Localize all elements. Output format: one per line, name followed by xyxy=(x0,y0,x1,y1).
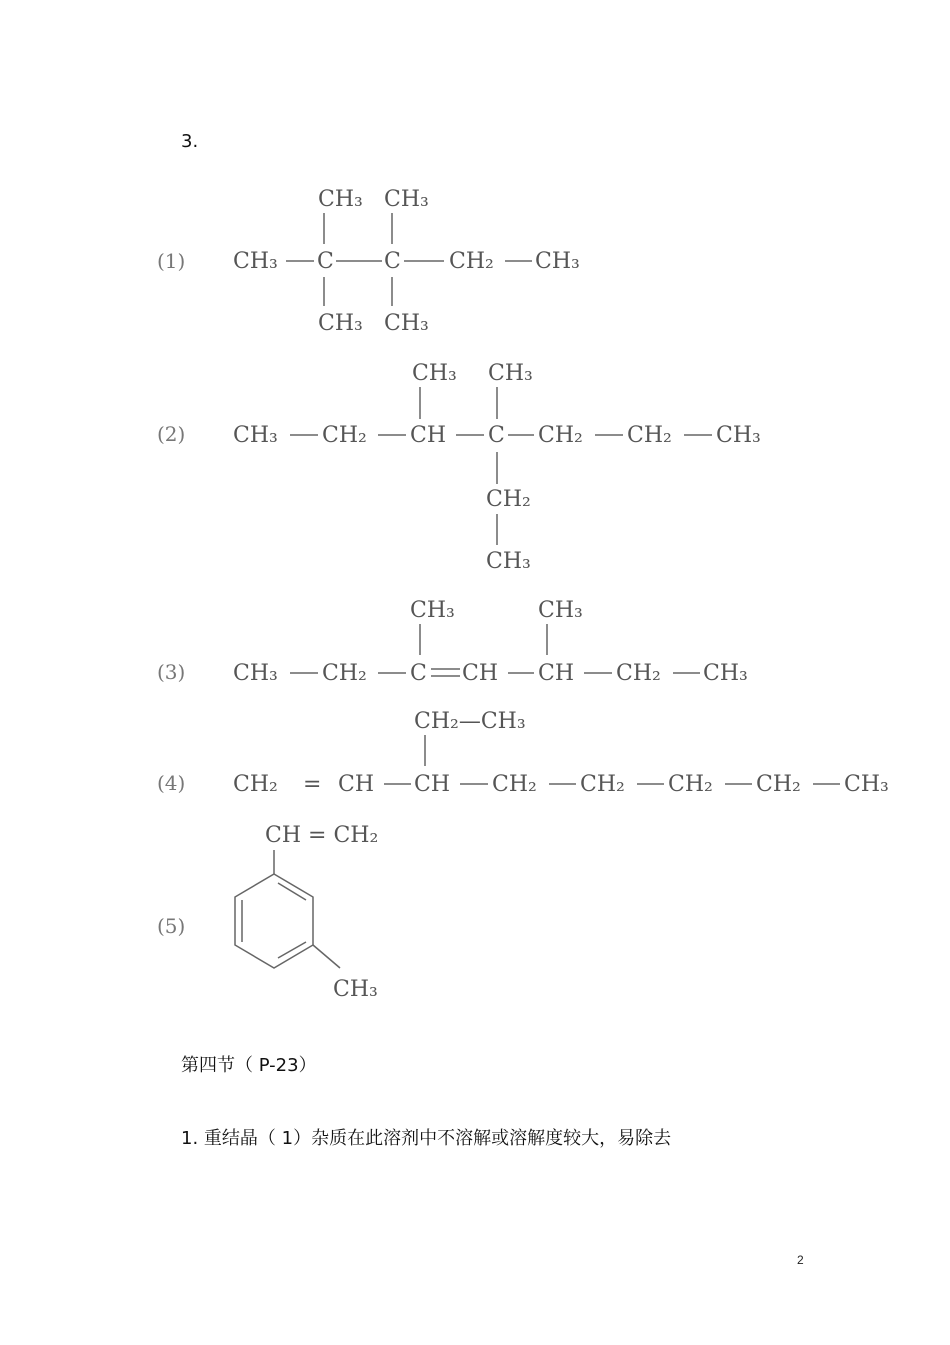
structure-label: (2) xyxy=(157,422,186,446)
vinyl-group: CH = CH₂ xyxy=(265,823,379,848)
structure-label: (1) xyxy=(157,249,186,273)
main-chain-group: C xyxy=(410,661,427,686)
main-chain-group: CH₂ xyxy=(492,772,537,797)
double-bond-sign: = xyxy=(303,772,322,797)
main-chain-group: CH xyxy=(462,661,499,686)
main-chain-group: C xyxy=(488,423,505,448)
main-chain-group: CH₂ xyxy=(580,772,625,797)
main-chain-group: CH₂ xyxy=(538,423,583,448)
main-chain-group: CH₂ xyxy=(616,661,661,686)
main-chain-group: CH₂ xyxy=(627,423,672,448)
main-chain-group: CH₂ xyxy=(668,772,713,797)
main-chain-group: CH₃ xyxy=(703,661,748,686)
main-chain-group: CH₂ xyxy=(322,661,367,686)
main-chain-group: CH₃ xyxy=(844,772,889,797)
branch-group: CH₂—CH₃ xyxy=(414,709,526,734)
structure-3 xyxy=(157,598,748,686)
main-chain-group: CH₃ xyxy=(716,423,761,448)
main-chain-group: CH xyxy=(538,661,575,686)
substituent-top-right: CH₃ xyxy=(384,187,429,212)
section-heading: 第四节（ P-23） xyxy=(181,1055,317,1076)
structure-label: (4) xyxy=(157,771,186,795)
main-chain-group: CH₂ xyxy=(449,249,494,274)
page-number: 2 xyxy=(797,1253,804,1267)
main-chain-group: CH₂ xyxy=(756,772,801,797)
bond-line xyxy=(278,942,306,958)
structure-label: (3) xyxy=(157,660,186,684)
substituent-top-left: CH₃ xyxy=(318,187,363,212)
main-chain-group: CH₃ xyxy=(233,423,278,448)
structure-label: (5) xyxy=(157,914,186,938)
substituent-top-left: CH₃ xyxy=(412,361,457,386)
branch-group: CH₃ xyxy=(486,549,531,574)
question-number: 3. xyxy=(181,131,199,152)
main-chain-group: CH xyxy=(338,772,375,797)
main-chain-group: CH₂ xyxy=(233,772,278,797)
branch-group: CH₂ xyxy=(486,487,531,512)
main-chain-group: CH₂ xyxy=(322,423,367,448)
bond-line xyxy=(313,945,340,968)
main-chain-group: CH xyxy=(410,423,447,448)
main-chain-group: C xyxy=(384,249,401,274)
benzene-ring xyxy=(235,874,313,968)
main-chain-group: CH xyxy=(414,772,451,797)
structure-4 xyxy=(157,709,889,797)
substituent-top-right: CH₃ xyxy=(538,598,583,623)
methyl-group: CH₃ xyxy=(333,977,378,1002)
structure-5 xyxy=(157,823,378,1002)
main-chain-group: C xyxy=(317,249,334,274)
main-chain-group: CH₃ xyxy=(233,661,278,686)
structure-1 xyxy=(157,187,580,336)
substituent-top-right: CH₃ xyxy=(488,361,533,386)
main-chain-group: CH₃ xyxy=(233,249,278,274)
answer-line: 1. 重结晶（ 1）杂质在此溶剂中不溶解或溶解度较大，易除去 xyxy=(181,1128,672,1149)
structure-2 xyxy=(157,361,761,574)
substituent-bottom-right: CH₃ xyxy=(384,311,429,336)
bond-line xyxy=(278,883,306,900)
main-chain-group: CH₃ xyxy=(535,249,580,274)
substituent-top-left: CH₃ xyxy=(410,598,455,623)
substituent-bottom-left: CH₃ xyxy=(318,311,363,336)
